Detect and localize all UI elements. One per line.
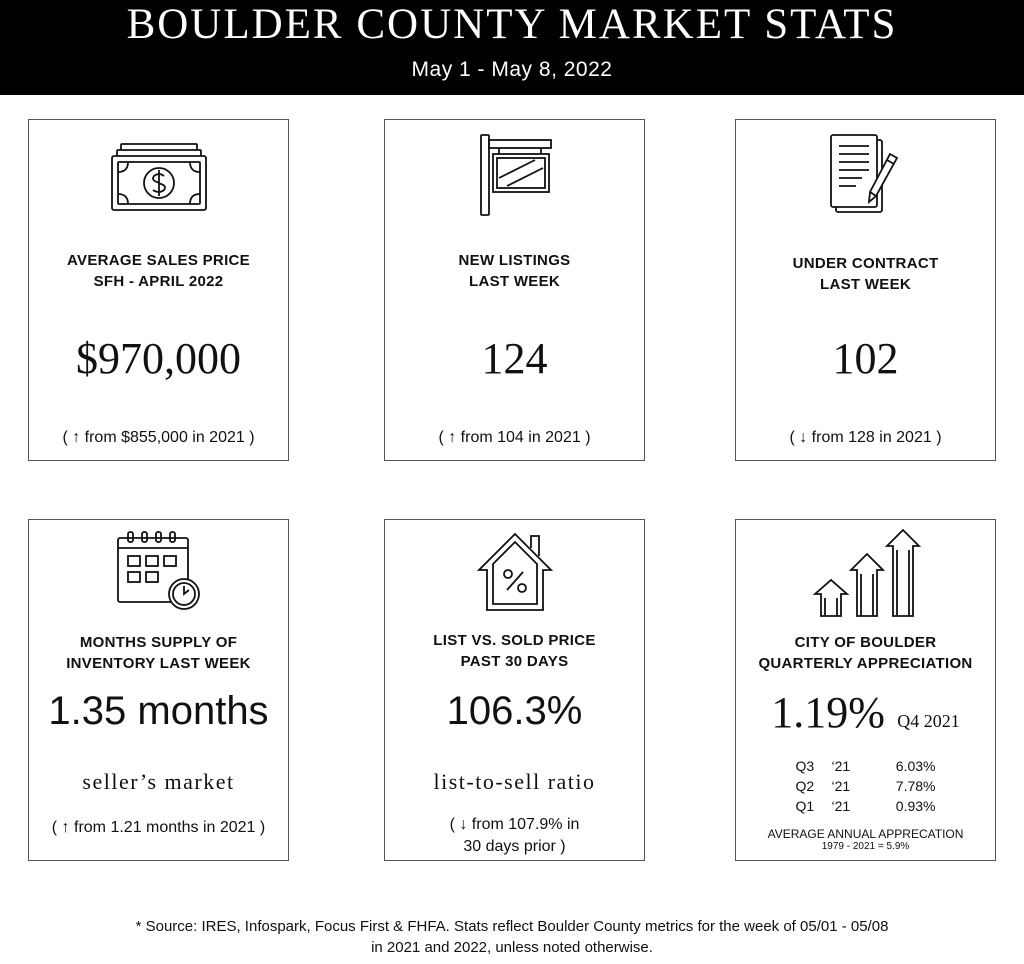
label-line-1: UNDER CONTRACT xyxy=(792,255,939,272)
label-line-1: LIST VS. SOLD PRICE xyxy=(433,632,596,649)
months-supply-change: ( ↑ from 1.21 months in 2021 ) xyxy=(51,819,266,836)
label-line-1: NEW LISTINGS xyxy=(458,252,571,269)
calendar-clock-icon xyxy=(114,528,204,612)
note-line-2: 30 days prior ) xyxy=(463,838,566,855)
label-line-1: AVERAGE SALES PRICE xyxy=(67,252,250,269)
label-line-2: SFH - APRIL 2022 xyxy=(93,273,224,290)
footnote-line-2: in 2021 and 2022, unless noted otherwise. xyxy=(371,939,653,956)
months-supply-label xyxy=(29,632,288,674)
appreciation-quarter: Q4 2021 xyxy=(897,711,960,731)
quarter-row xyxy=(736,776,995,796)
label-line-2: PAST 30 DAYS xyxy=(460,653,569,670)
months-supply-value: 1.35 months xyxy=(48,689,269,733)
label-line-1: CITY OF BOULDER xyxy=(794,634,937,651)
for-sale-sign-icon xyxy=(475,132,555,216)
header-banner xyxy=(0,0,1024,95)
quarter-row xyxy=(736,796,995,816)
house-percent-icon xyxy=(475,530,555,614)
average-sales-price-change: ( ↑ from $855,000 in 2021 ) xyxy=(62,429,255,446)
quarter-year: ‘21 xyxy=(831,778,851,794)
appreciation-value: 1.19% xyxy=(771,688,885,737)
card-under-contract xyxy=(735,119,996,461)
quarter-row xyxy=(736,756,995,776)
source-footnote xyxy=(40,916,984,958)
date-range: May 1 - May 8, 2022 xyxy=(411,58,613,81)
quarter-name: Q2 xyxy=(795,778,815,794)
label-line-2: QUARTERLY APPRECIATION xyxy=(758,655,973,672)
label-line-1: MONTHS SUPPLY OF xyxy=(79,634,238,651)
average-sales-price-value: $970,000 xyxy=(76,334,241,383)
under-contract-value: 102 xyxy=(832,334,899,383)
quarter-value: 7.78% xyxy=(895,778,936,794)
card-average-sales-price xyxy=(28,119,289,461)
average-annual-appreciation xyxy=(736,827,995,853)
label-line-2: INVENTORY LAST WEEK xyxy=(66,655,251,672)
quarter-year: ‘21 xyxy=(831,758,851,774)
average-sales-price-label xyxy=(29,250,288,292)
money-bill-icon xyxy=(109,142,209,212)
new-listings-change: ( ↑ from 104 in 2021 ) xyxy=(438,429,591,446)
average-annual-value: 1979 - 2021 = 5.9% xyxy=(821,841,910,852)
appreciation-label xyxy=(736,632,995,674)
label-line-2: LAST WEEK xyxy=(468,273,561,290)
list-vs-sold-value: 106.3% xyxy=(446,689,583,733)
market-type: seller’s market xyxy=(82,769,235,794)
footnote-line-1: * Source: IRES, Infospark, Focus First & FHFA. Stats reflect Boulder County metrics for the week of 05/01 - 05/08 xyxy=(135,918,889,935)
quarter-name: Q3 xyxy=(795,758,815,774)
contract-document-icon xyxy=(828,132,904,214)
average-annual-label: AVERAGE ANNUAL APPRECATION xyxy=(767,827,964,841)
under-contract-label xyxy=(736,253,995,295)
quarterly-history-table xyxy=(736,756,995,816)
list-vs-sold-change xyxy=(385,814,644,858)
quarter-value: 6.03% xyxy=(895,758,936,774)
new-listings-label xyxy=(385,250,644,292)
list-to-sell-ratio-label: list-to-sell ratio xyxy=(433,769,596,794)
card-list-vs-sold xyxy=(384,519,645,861)
label-line-2: LAST WEEK xyxy=(819,276,912,293)
page-title: BOULDER COUNTY MARKET STATS xyxy=(126,1,898,48)
appreciation-value-row xyxy=(736,688,995,738)
quarter-name: Q1 xyxy=(795,798,815,814)
new-listings-value: 124 xyxy=(481,334,548,383)
card-months-supply xyxy=(28,519,289,861)
under-contract-change: ( ↓ from 128 in 2021 ) xyxy=(789,429,942,446)
quarter-year: ‘21 xyxy=(831,798,851,814)
quarter-value: 0.93% xyxy=(895,798,936,814)
rising-houses-icon xyxy=(811,528,921,618)
card-quarterly-appreciation xyxy=(735,519,996,861)
list-vs-sold-label xyxy=(385,630,644,672)
card-new-listings xyxy=(384,119,645,461)
note-line-1: ( ↓ from 107.9% in xyxy=(449,816,580,833)
